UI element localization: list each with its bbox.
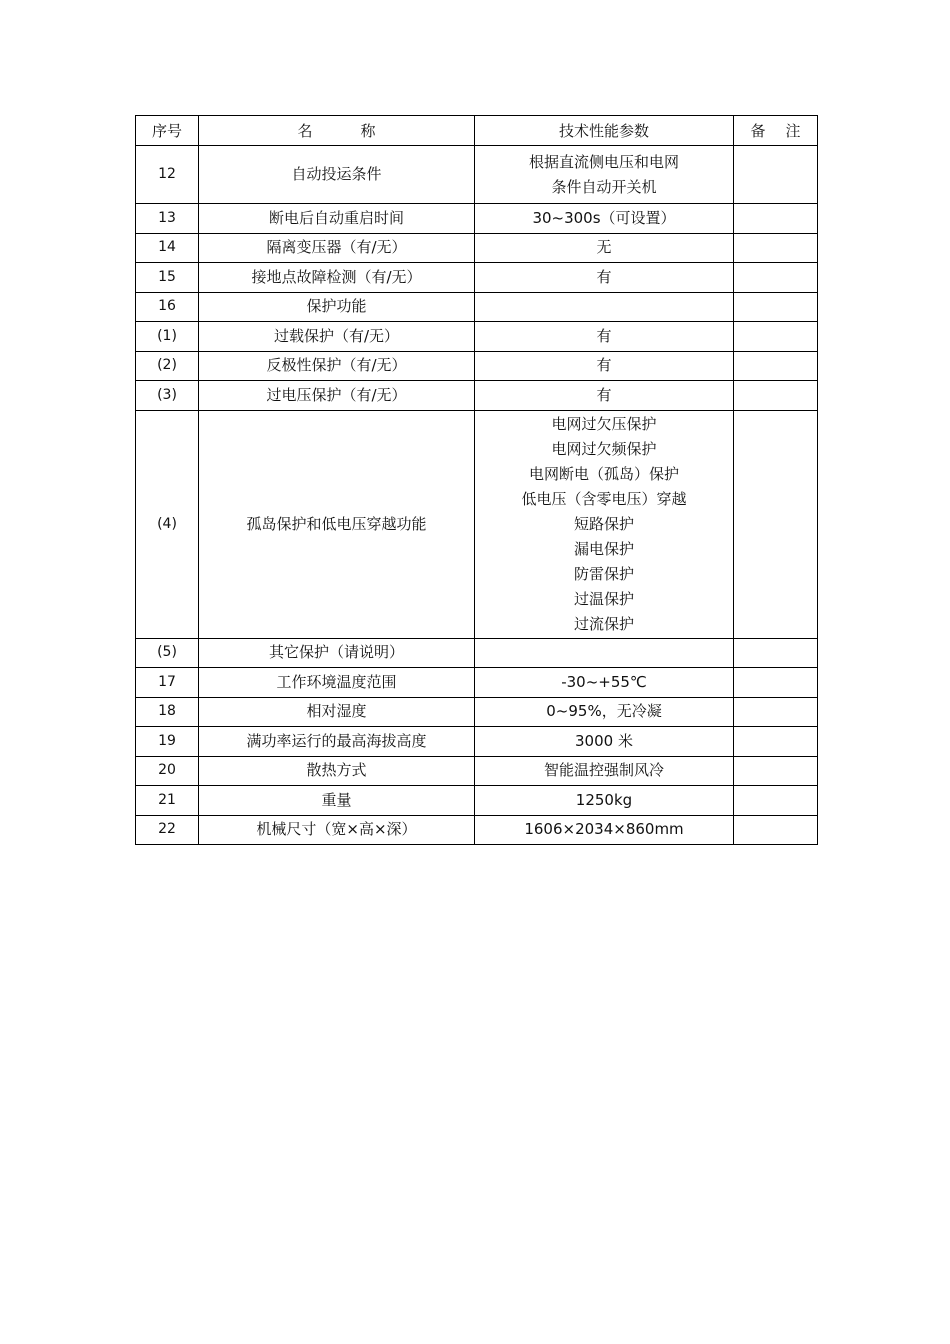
row-no: 16	[136, 292, 199, 322]
table-row	[136, 756, 818, 786]
param-line: 根据直流侧电压和电网	[528, 152, 679, 171]
row-name: 满功率运行的最高海拔高度	[199, 727, 475, 757]
row-no: 19	[136, 727, 199, 757]
row-note	[734, 697, 818, 727]
table-body	[136, 146, 818, 845]
table-row	[136, 410, 818, 638]
header-name	[199, 116, 475, 146]
row-no: 18	[136, 697, 199, 727]
table-row	[136, 668, 818, 698]
table-row	[136, 351, 818, 381]
table-row	[136, 727, 818, 757]
table-row	[136, 786, 818, 816]
row-param: 有	[475, 263, 734, 293]
row-name: 重量	[199, 786, 475, 816]
row-note	[734, 668, 818, 698]
row-param: 有	[475, 351, 734, 381]
param-line: 短路保护	[573, 514, 634, 533]
row-param: 有	[475, 381, 734, 411]
row-no: (5)	[136, 638, 199, 668]
row-name: 反极性保护（有/无）	[199, 351, 475, 381]
row-name: 过电压保护（有/无）	[199, 381, 475, 411]
row-name: 散热方式	[199, 756, 475, 786]
row-param: 1606×2034×860mm	[475, 815, 734, 845]
header-note-part2: 注	[785, 121, 801, 140]
param-line: 条件自动开关机	[551, 177, 657, 196]
param-line: 电网过欠频保护	[551, 439, 657, 458]
row-note	[734, 204, 818, 234]
row-note	[734, 815, 818, 845]
row-name: 孤岛保护和低电压穿越功能	[199, 410, 475, 638]
row-note	[734, 638, 818, 668]
param-line: 过温保护	[573, 589, 634, 608]
row-param: 1250kg	[475, 786, 734, 816]
table-row	[136, 146, 818, 204]
row-no: 20	[136, 756, 199, 786]
param-line: 防雷保护	[573, 564, 634, 583]
row-name: 保护功能	[199, 292, 475, 322]
table-row	[136, 204, 818, 234]
row-no: (3)	[136, 381, 199, 411]
header-name-part2: 称	[360, 121, 376, 140]
row-param: 无	[475, 233, 734, 263]
row-no: (1)	[136, 322, 199, 352]
row-note	[734, 233, 818, 263]
row-no: 22	[136, 815, 199, 845]
row-param: 智能温控强制风冷	[475, 756, 734, 786]
row-param: 有	[475, 322, 734, 352]
row-note	[734, 410, 818, 638]
row-no: 13	[136, 204, 199, 234]
row-no: 15	[136, 263, 199, 293]
row-name: 隔离变压器（有/无）	[199, 233, 475, 263]
row-param: 3000 米	[475, 727, 734, 757]
row-no: (2)	[136, 351, 199, 381]
row-name: 接地点故障检测（有/无）	[199, 263, 475, 293]
table-row	[136, 322, 818, 352]
row-no: 14	[136, 233, 199, 263]
row-note	[734, 351, 818, 381]
row-no: (4)	[136, 410, 199, 638]
row-param: 30~300s（可设置）	[475, 204, 734, 234]
row-no: 17	[136, 668, 199, 698]
row-name: 相对湿度	[199, 697, 475, 727]
row-note	[734, 381, 818, 411]
row-note	[734, 263, 818, 293]
param-line: 电网过欠压保护	[551, 414, 657, 433]
table-row	[136, 638, 818, 668]
header-param: 技术性能参数	[475, 116, 734, 146]
param-line: 过流保护	[573, 614, 634, 633]
table-header	[136, 116, 818, 146]
row-no: 12	[136, 146, 199, 204]
row-no: 21	[136, 786, 199, 816]
row-name: 机械尺寸（宽×高×深）	[199, 815, 475, 845]
header-no: 序号	[136, 116, 199, 146]
table-row	[136, 263, 818, 293]
row-param	[475, 146, 734, 204]
param-line: 低电压（含零电压）穿越	[521, 489, 687, 508]
header-note	[734, 116, 818, 146]
table-row	[136, 233, 818, 263]
row-param	[475, 638, 734, 668]
header-note-part1: 备	[750, 121, 766, 140]
row-param: 0~95%，无冷凝	[475, 697, 734, 727]
header-name-part1: 名	[297, 121, 313, 140]
row-note	[734, 322, 818, 352]
param-line: 漏电保护	[573, 539, 634, 558]
row-note	[734, 146, 818, 204]
row-name: 自动投运条件	[199, 146, 475, 204]
row-name: 断电后自动重启时间	[199, 204, 475, 234]
table-row	[136, 697, 818, 727]
row-name: 工作环境温度范围	[199, 668, 475, 698]
row-note	[734, 727, 818, 757]
row-param	[475, 292, 734, 322]
row-note	[734, 756, 818, 786]
row-name: 过载保护（有/无）	[199, 322, 475, 352]
row-param: -30~+55℃	[475, 668, 734, 698]
table-row	[136, 292, 818, 322]
table-row	[136, 815, 818, 845]
row-note	[734, 786, 818, 816]
spec-table	[135, 115, 818, 845]
table-row	[136, 381, 818, 411]
row-note	[734, 292, 818, 322]
row-param	[475, 410, 734, 638]
row-name: 其它保护（请说明）	[199, 638, 475, 668]
param-line: 电网断电（孤岛）保护	[528, 464, 679, 483]
